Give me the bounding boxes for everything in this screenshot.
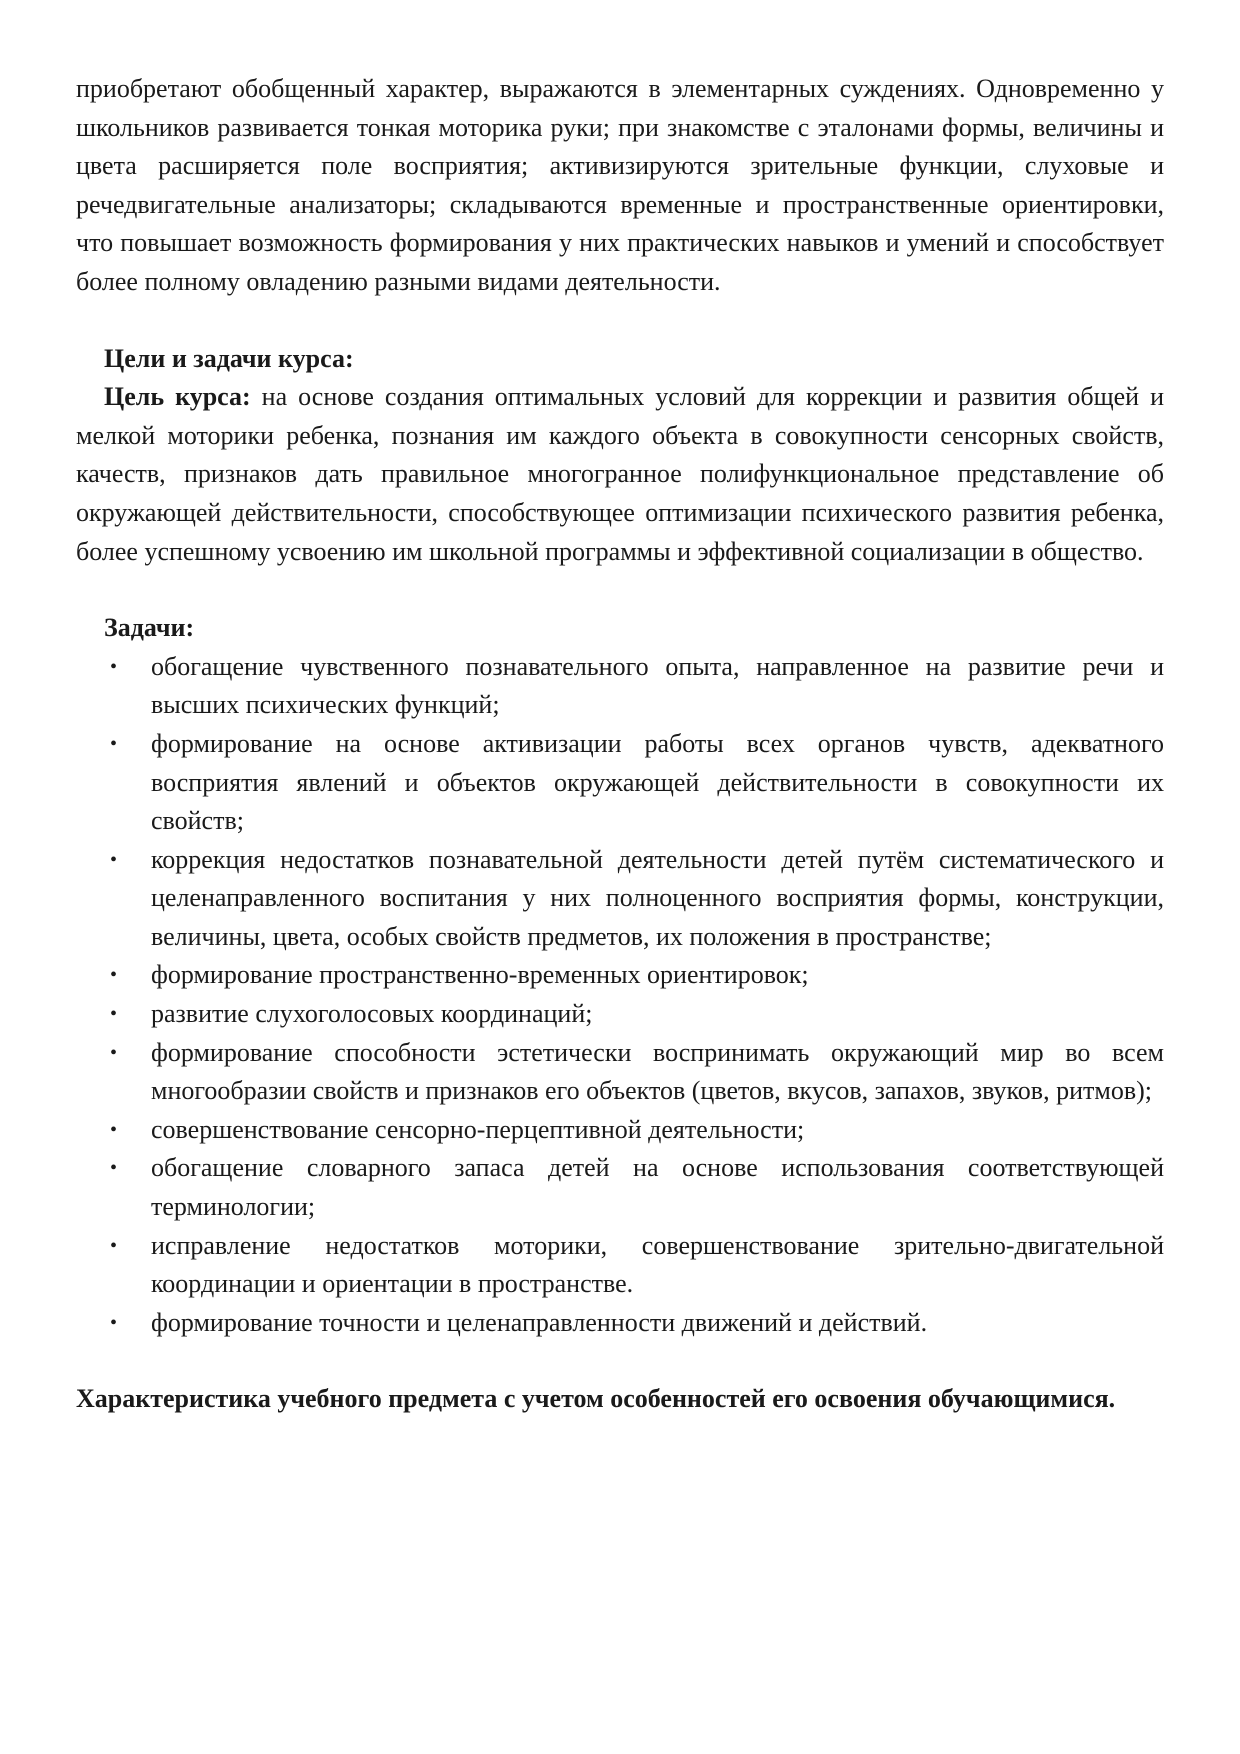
spacer xyxy=(76,1342,1164,1380)
bullet-icon: • xyxy=(110,1234,118,1257)
task-text: обогащение чувственного познавательного опыта, направленное на развитие речи и высших психических функций; xyxy=(151,651,1164,720)
list-item xyxy=(76,956,1164,995)
goals-heading: Цели и задачи курса: xyxy=(104,343,354,373)
spacer xyxy=(76,302,1164,340)
bullet-icon: • xyxy=(110,848,118,871)
goal-label: Цель курса: xyxy=(104,382,251,412)
list-item xyxy=(76,1111,1164,1150)
bullet-icon: • xyxy=(110,964,118,987)
tasks-list xyxy=(76,648,1164,1343)
list-item xyxy=(76,995,1164,1034)
document-page xyxy=(76,70,1164,1419)
tasks-heading: Задачи: xyxy=(104,613,195,643)
bullet-icon: • xyxy=(110,1311,118,1334)
task-text: коррекция недостатков познавательной деятельности детей путём систематического и целенаправленного воспитания у них полноценного восприятия формы, конструкции, величины, цвета, особых свойств предметов, их положения в пространстве; xyxy=(151,844,1164,951)
task-text: формирование пространственно-временных ориентировок; xyxy=(151,960,809,990)
bullet-icon: • xyxy=(110,1157,118,1180)
goal-text: на основе создания оптимальных условий для коррекции и развития общей и мелкой моторики ребенка, познания им каждого объекта в совокупности сенсорных свойств, качеств, признаков дать правильное многогранное полифункциональное представление об окружающей действительности, способствующее оптимизации психического развития ребенка, более успешному усвоению им школьной программы и эффективной социализации в общество. xyxy=(76,382,1164,566)
list-item xyxy=(76,725,1164,841)
task-text: формирование на основе активизации работы всех органов чувств, адекватного восприятия явлений и объектов окружающей действительности в совокупности их свойств; xyxy=(151,728,1164,836)
list-item xyxy=(76,1227,1164,1304)
task-text: обогащение словарного запаса детей на основе использования соответствующей терминологии; xyxy=(151,1153,1164,1222)
task-text: формирование точности и целенаправленности движений и действий. xyxy=(151,1307,928,1337)
list-item xyxy=(76,841,1164,957)
task-text: исправление недостатков моторики, совершенствование зрительно-двигательной координации и ориентации в пространстве. xyxy=(151,1230,1164,1299)
list-item xyxy=(76,648,1164,725)
section-heading: Характеристика учебного предмета с учетом особенностей его освоения обучающимися. xyxy=(76,1384,1116,1414)
bullet-icon: • xyxy=(110,732,118,755)
intro-paragraph: приобретают обобщенный характер, выражаются в элементарных суждениях. Одновременно у школьников развивается тонкая моторика руки; при знакомстве с эталонами формы, величины и цвета расширяется поле восприятия; активизируются зрительные функции, слуховые и речедвигательные анализаторы; складываются временные и пространственные ориентировки, что повышает возможность формирования у них практических навыков и умений и способствует более полному овладению разными видами деятельности. xyxy=(76,74,1164,296)
bullet-icon: • xyxy=(110,1041,118,1064)
task-text: совершенствование сенсорно-перцептивной деятельности; xyxy=(151,1114,805,1144)
list-item xyxy=(76,1034,1164,1111)
bullet-icon: • xyxy=(110,1118,118,1141)
task-text: развитие слухоголосовых координаций; xyxy=(151,999,593,1029)
bullet-icon: • xyxy=(110,1003,118,1026)
goal-paragraph xyxy=(76,378,1164,571)
task-text: формирование способности эстетически воспринимать окружающий мир во всем многообразии свойств и признаков его объектов (цветов, вкусов, запахов, звуков, ритмов); xyxy=(151,1037,1164,1106)
list-item xyxy=(76,1149,1164,1226)
bullet-icon: • xyxy=(110,655,118,678)
spacer xyxy=(76,571,1164,609)
list-item xyxy=(76,1304,1164,1343)
